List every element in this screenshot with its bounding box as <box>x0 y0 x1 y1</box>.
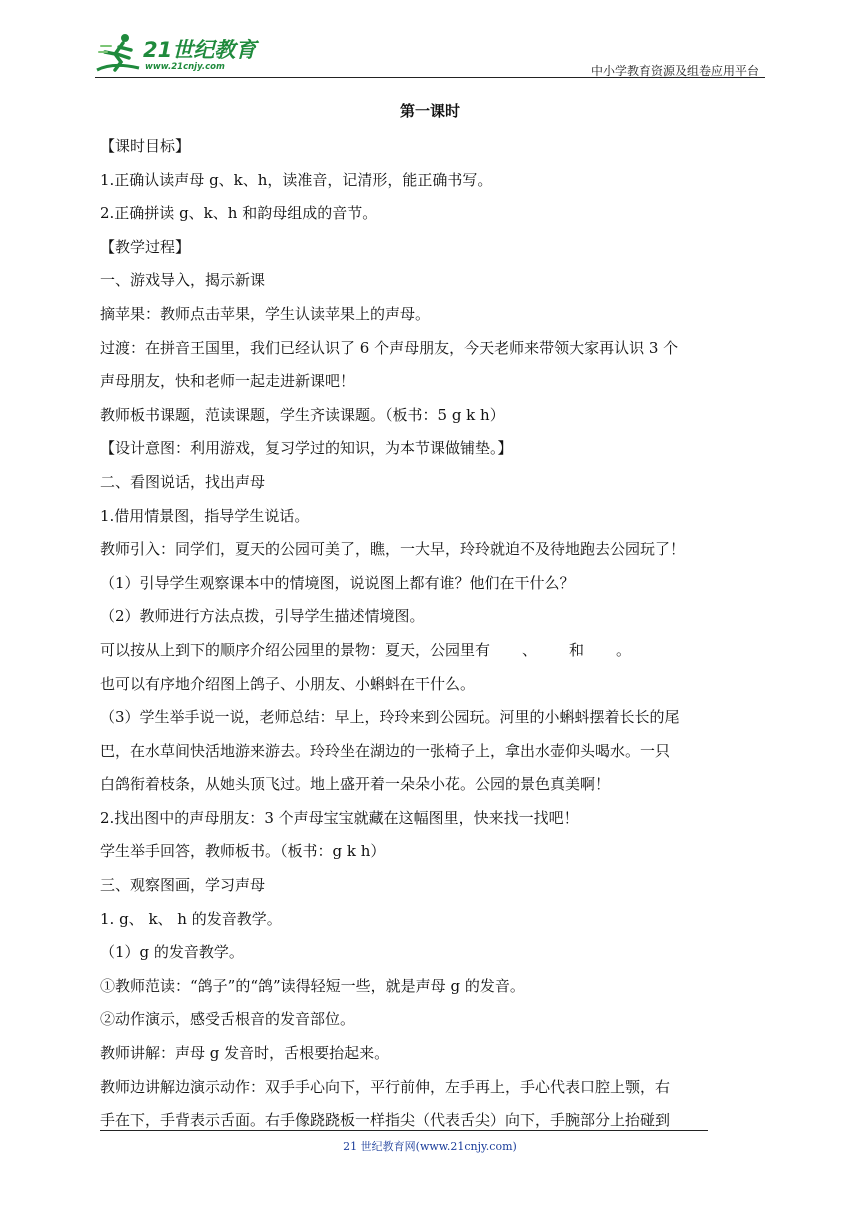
text-line: 教师引入：同学们，夏天的公园可美了，瞧，一大早，玲玲就迫不及待地跑去公园玩了！ <box>100 540 686 559</box>
text-line: （1）引导学生观察课本中的情境图，说说图上都有谁？他们在干什么？ <box>100 573 575 592</box>
running-figure-icon <box>95 32 143 76</box>
text-line: 学生举手回答，教师板书。（板书：g k h） <box>100 842 386 861</box>
text-line: 【课时目标】 <box>100 137 191 155</box>
text-line: （2）教师进行方法点拨，引导学生描述情境图。 <box>100 607 425 626</box>
text-line: 也可以有序地介绍图上鸽子、小朋友、小蝌蚪在干什么。 <box>100 674 476 693</box>
logo-text: 21世纪教育 <box>143 38 257 62</box>
text-segment: 可以按从上到下的顺序介绍公园里的景物：夏天，公园里有 <box>100 640 491 659</box>
page-footer[interactable]: 21 世纪教育网(www.21cnjy.com) <box>343 1140 517 1153</box>
text-line: 2.正确拼读 g、k、h 和韵母组成的音节。 <box>100 204 378 223</box>
text-line: 1.正确认读声母 g、k、h，读准音，记清形，能正确书写。 <box>100 170 493 189</box>
text-line: 一、游戏导入，揭示新课 <box>100 271 266 290</box>
text-line: 白鸽衔着枝条，从她头顶飞过。地上盛开着一朵朵小花。公园的景色真美啊！ <box>100 775 611 794</box>
header-slogan: 中小学教育资源及组卷应用平台 <box>590 64 759 78</box>
header-divider <box>95 77 765 78</box>
text-line: 摘苹果：教师点击苹果，学生认读苹果上的声母。 <box>100 304 431 323</box>
text-line: 教师边讲解边演示动作：双手手心向下，平行前伸，左手再上，手心代表口腔上颚，右 <box>100 1077 671 1096</box>
text-line: 2.找出图中的声母朋友：3 个声母宝宝就藏在这幅图里，快来找一找吧！ <box>100 808 579 827</box>
text-segment: 。 <box>616 640 632 659</box>
page-title: 第一课时 <box>399 102 460 120</box>
text-line: 教师讲解：声母 g 发音时，舌根要抬起来。 <box>100 1044 390 1063</box>
text-line: （1）g 的发音教学。 <box>100 943 244 962</box>
text-line: 1. g、 k、 h 的发音教学。 <box>100 909 282 928</box>
text-segment: 、 <box>522 640 538 659</box>
text-line: （3）学生举手说一说，老师总结：早上，玲玲来到公园玩。河里的小蝌蚪摆着长长的尾 <box>100 708 680 727</box>
text-line: 【设计意图：利用游戏，复习学过的知识，为本节课做铺垫。】 <box>100 439 513 458</box>
footer-divider <box>100 1130 708 1131</box>
text-line: 巴，在水草间快活地游来游去。玲玲坐在湖边的一张椅子上，拿出水壶仰头喝水。一只 <box>100 741 671 760</box>
document-body <box>100 130 770 1138</box>
text-line: 三、观察图画，学习声母 <box>100 876 266 895</box>
page-header <box>95 28 765 80</box>
text-line: 【教学过程】 <box>100 237 191 256</box>
brand-logo <box>95 28 265 78</box>
text-line-blanks <box>100 634 770 668</box>
text-line: 手在下，手背表示舌面。右手像跷跷板一样指尖（代表舌尖）向下，手腕部分上抬碰到 <box>100 1111 671 1130</box>
text-line: ②动作演示，感受舌根音的发音部位。 <box>100 1010 356 1029</box>
text-line: ①教师范读：“鸽子”的“鸽”读得轻短一些，就是声母 g 的发音。 <box>100 976 525 995</box>
text-line: 过渡：在拼音王国里，我们已经认识了 6 个声母朋友，今天老师来带领大家再认识 3 个 <box>100 338 679 357</box>
text-line: 1.借用情景图，指导学生说话。 <box>100 506 310 525</box>
text-line: 教师板书课题，范读课题，学生齐读课题。（板书：5 g k h） <box>100 405 505 424</box>
text-segment: 和 <box>569 640 585 659</box>
text-line: 二、看图说话，找出声母 <box>100 472 266 491</box>
text-line: 声母朋友，快和老师一起走进新课吧！ <box>100 372 356 391</box>
logo-url: www.21cnjy.com <box>145 62 225 72</box>
